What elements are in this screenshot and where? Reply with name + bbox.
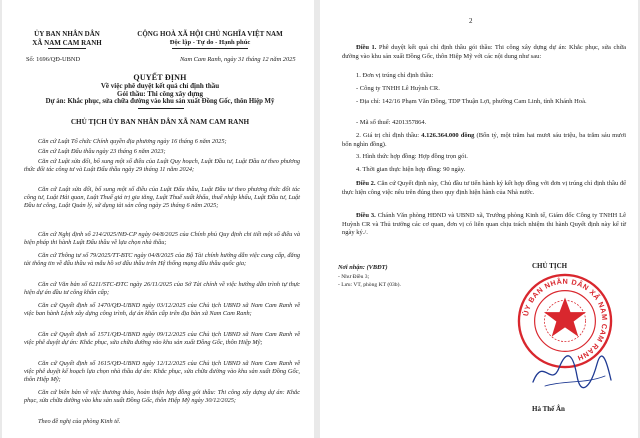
- article-3-text: Chánh Văn phòng HĐND và UBND xã, Trưởng phòng Kinh tế, Giám đốc Công ty TNHH Lê Huỳnh CR và Thủ trưởng các cơ quan, đơn vị có liên quan chịu trách nhiệm thi hành Quyết định này kể từ ngày ký./.: [342, 212, 626, 237]
- agency-underline: [48, 48, 86, 49]
- legal-basis-1: Căn cứ Luật Tổ chức Chính quyền địa phương ngày 16 tháng 6 năm 2025;: [38, 138, 227, 145]
- legal-basis-10: Căn cứ Quyết định số 1615/QĐ-UBND ngày 12/12/2025 của Chủ tịch UBND xã Nam Cam Ranh về việc phê duyệt kế hoạch lựa chọn nhà thầu dự án: Khắc phục, sửa chữa đường vào khu sản xuất Đồng Gốc, thôn Hiệp Mỹ;: [24, 360, 300, 384]
- recipient-item: - Như Điều 3;: [338, 274, 370, 280]
- package-name: Gói thầu: Thi công xây dựng: [117, 90, 203, 98]
- document-page-2: [320, 0, 638, 438]
- item-3-contract-type: 3. Hình thức hợp đồng: Hợp đồng trọn gói.: [356, 153, 468, 160]
- seal-text: ỦY BAN NHÂN DÂN XÃ NAM CAM RANH: [521, 276, 610, 363]
- national-motto: Độc lập - Tự do - Hạnh phúc: [169, 38, 251, 46]
- legal-basis-9: Căn cứ Quyết định số 1571/QĐ-UBND ngày 09/12/2025 của Chủ tịch UBND xã Nam Cam Ranh về việc phê duyệt dự án: Khắc phục, sửa chữa đường vào khu sản xuất Đồng Gốc, thôn Hiệp Mỹ;: [24, 331, 300, 347]
- article-3: [342, 212, 626, 238]
- decision-subject: Về việc phê duyệt kết quả chỉ định thầu: [100, 82, 220, 90]
- motto-underline: [172, 48, 248, 49]
- legal-basis-3: Căn cứ Luật sửa đổi, bổ sung một số điều của Luật Quy hoạch, Luật Đầu tư, Luật Đầu tư theo phương thức đối tác công tư và Luật Đấu thầu ngày 29 tháng 11 năm 2024;: [24, 158, 300, 174]
- national-header: [120, 30, 300, 47]
- agency-line-1: ỦY BAN NHÂN DÂN: [34, 30, 100, 38]
- legal-basis-6: Căn cứ Thông tư số 79/2025/TT-BTC ngày 04/8/2025 của Bộ Tài chính hướng dẫn việc cung cấp, đăng tải thông tin về đấu thầu và mẫu hồ sơ đấu thầu trên Hệ thống mạng đấu thầu quốc gia;: [24, 252, 300, 268]
- item-4-duration: 4. Thời gian thực hiện hợp đồng: 90 ngày.: [356, 166, 466, 173]
- item-2-prefix: 2. Giá trị chỉ định thầu:: [356, 132, 422, 139]
- article-1-text: Phê duyệt kết quả chỉ định thầu gói thầu: Thi công xây dựng dự án: Khắc phục, sửa chữa đường vào khu sản xuất Đồng Gốc, thôn Hiệp Mỹ với các nội dung như sau:: [342, 44, 626, 60]
- contractor-address: - Địa chỉ: 142/16 Phạm Văn Đồng, TDP Thuận Lợi, phường Cam Linh, tỉnh Khánh Hoà.: [356, 98, 587, 105]
- item-1: 1. Đơn vị trúng chỉ định thầu:: [356, 72, 434, 79]
- contractor-name: - Công ty TNHH Lê Huỳnh CR.: [356, 85, 440, 92]
- recipient-item: - Lưu: VT, phòng KT (03b).: [338, 282, 401, 288]
- contractor-tax-code: - Mã số thuế: 4201357864.: [356, 119, 427, 126]
- document-page-1: [2, 0, 314, 438]
- recipients-title: Nơi nhận: (VBĐT): [338, 264, 388, 271]
- authority-heading: CHỦ TỊCH ỦY BAN NHÂN DÂN XÃ NAM CAM RANH: [70, 118, 250, 126]
- legal-basis-7: Căn cứ Văn bản số 6211/STC-ĐTC ngày 26/11/2025 của Sở Tài chính về việc hướng dẫn trình tự thực hiện dự án đầu tư công khẩn cấp;: [24, 281, 300, 297]
- legal-basis-4: Căn cứ Luật sửa đổi, bổ sung một số điều của Luật Đấu thầu, Luật Đầu tư theo phương thức đối tác công tư, Luật Hải quan, Luật Thuế giá trị gia tăng, Luật Thuế xuất khẩu, thuế nhập khẩu, Luật Đầu tư, Luật Đầu tư công, Luật Quản lý, sử dụng tài sản công ngày 25 tháng 6 năm 2025;: [24, 186, 300, 210]
- legal-basis-11: Căn cứ biên bản về việc thương thảo, hoàn thiện hợp đồng gói thầu: Thi công xây dựng dự án: Khắc phục, sửa chữa đường vào khu sản xuất Đồng Gốc, thôn Hiệp Mỹ ngày 30/12/2025;: [24, 389, 300, 405]
- title-underline: [138, 108, 184, 109]
- national-title: CỘNG HOÀ XÃ HỘI CHỦ NGHĨA VIỆT NAM: [137, 30, 283, 38]
- handwritten-signature: [525, 346, 615, 396]
- decision-title: QUYẾT ĐỊNH: [133, 73, 187, 82]
- article-1-label: Điều 1.: [356, 44, 377, 51]
- article-2-text: Căn cứ Quyết định này, Chủ đầu tư tiến hành ký kết hợp đồng với đơn vị trúng chỉ định thầu để thực hiện công việc nêu trên đúng theo quy định hiện hành của Nhà nước.: [342, 180, 627, 196]
- legal-basis-12: Theo đề nghị của phòng Kinh tế.: [38, 418, 121, 425]
- legal-basis-8: Căn cứ Quyết định số 1470/QĐ-UBND ngày 03/12/2025 của Chủ tịch UBND xã Nam Cam Ranh về việc ban hành Lệnh xây dựng công trình, dự án khẩn cấp trên địa bàn xã Nam Cam Ranh;: [24, 302, 300, 318]
- item-2-contract-value: [342, 132, 626, 149]
- document-number: Số: 1696/QĐ-UBND: [26, 56, 81, 63]
- project-name: Dự án: Khắc phục, sửa chữa đường vào khu sản xuất Đồng Gốc, thôn Hiệp Mỹ: [45, 98, 275, 105]
- page-number: 2: [469, 17, 473, 25]
- article-1: [342, 44, 626, 61]
- issuing-agency-header: [22, 30, 112, 47]
- signer-name: Hà Thế Ân: [532, 405, 565, 413]
- legal-basis-2: Căn cứ Luật Đấu thầu ngày 23 tháng 6 năm 2023;: [38, 148, 166, 155]
- article-2: [342, 180, 626, 197]
- agency-line-2: XÃ NAM CAM RANH: [32, 38, 102, 47]
- document-date: Nam Cam Ranh, ngày 31 tháng 12 năm 2025: [180, 56, 296, 63]
- contract-amount: 4.126.364.000 đồng: [421, 132, 475, 139]
- legal-basis-5: Căn cứ Nghị định số 214/2025/NĐ-CP ngày 04/8/2025 của Chính phủ Quy định chi tiết một số điều và biện pháp thi hành Luật Đấu thầu về lựa chọn nhà thầu;: [24, 231, 300, 247]
- item-2-words: (Bốn tỷ, một trăm hai mươi sáu triệu, ba trăm sáu mươi bốn nghìn đồng).: [342, 132, 627, 148]
- article-2-label: Điều 2.: [356, 180, 376, 187]
- article-3-label: Điều 3.: [356, 212, 376, 219]
- signer-title: CHỦ TỊCH: [532, 262, 568, 270]
